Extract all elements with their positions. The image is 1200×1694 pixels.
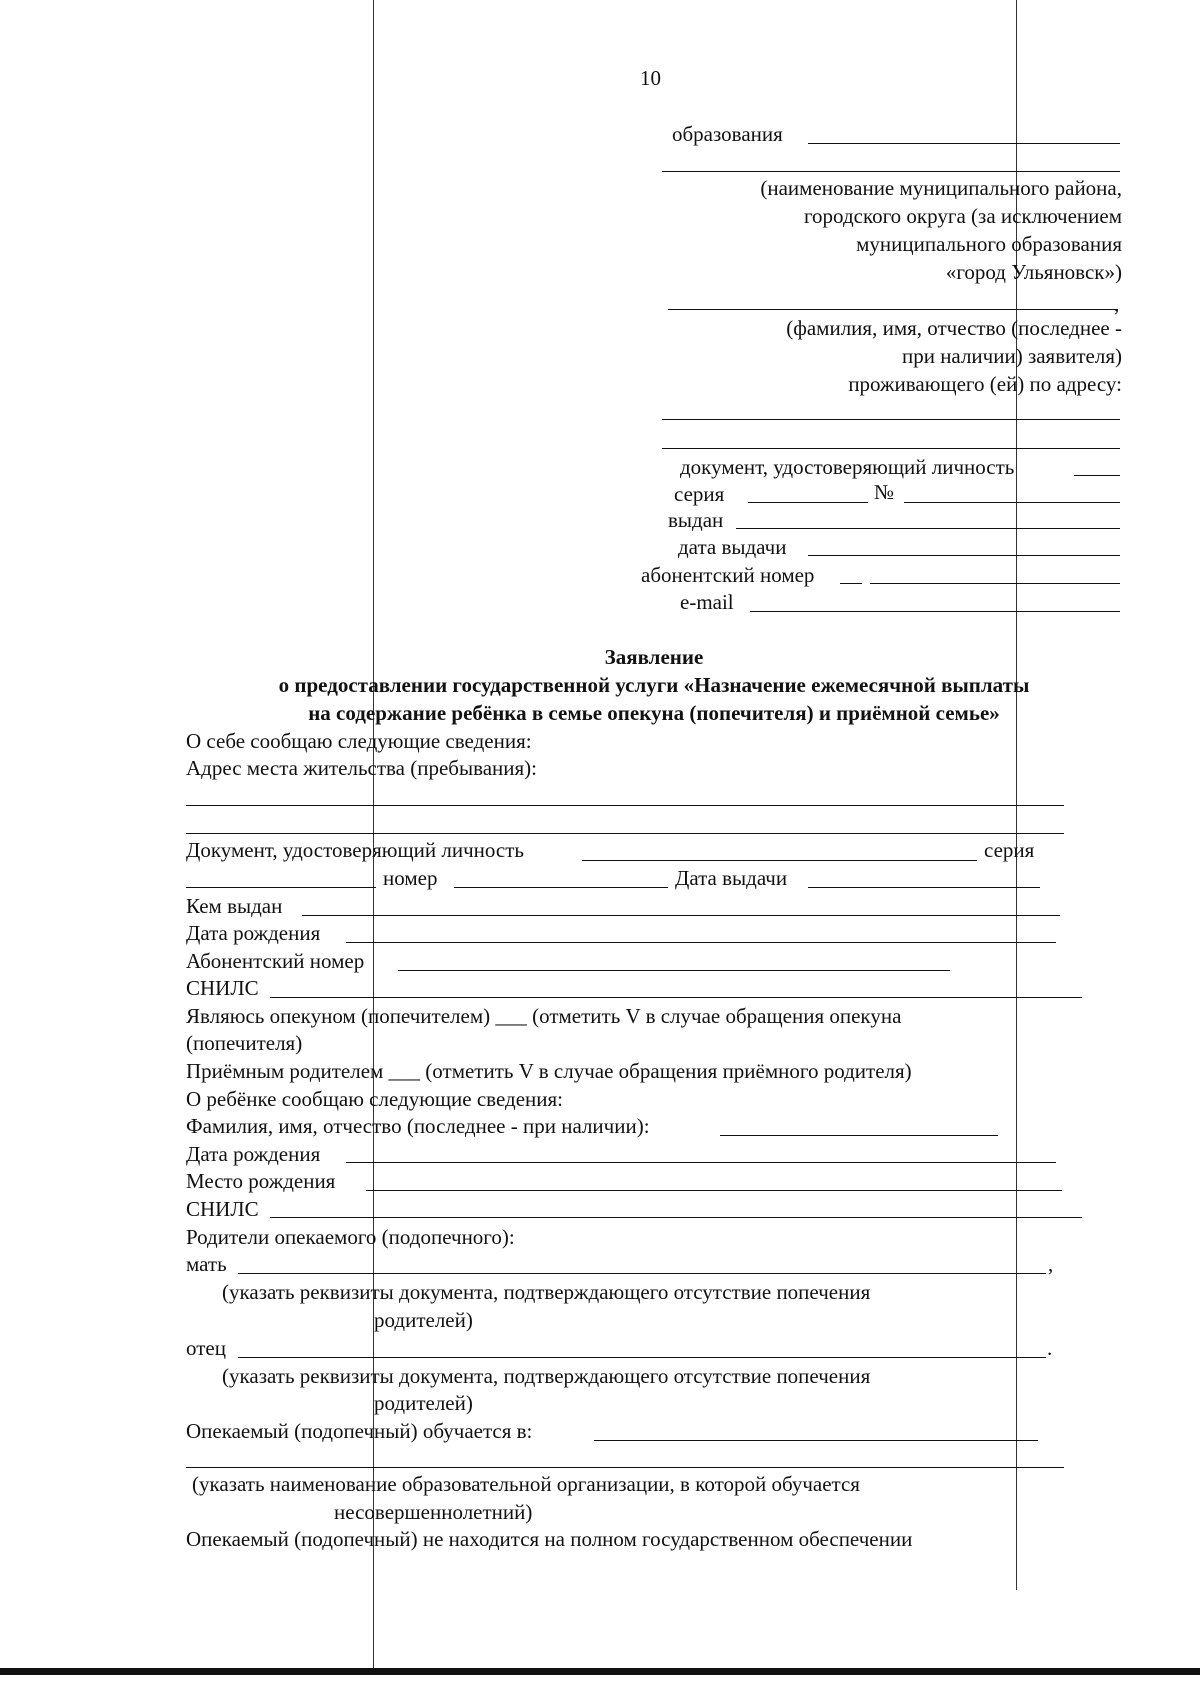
school-blank[interactable]: [594, 1440, 1038, 1441]
blank-line[interactable]: [808, 143, 1120, 144]
issued-by-label: Кем выдан: [186, 894, 283, 918]
mother-label: мать: [186, 1252, 227, 1276]
number-sign: №: [874, 480, 895, 504]
about-child-label: О ребёнке сообщаю следующие сведения:: [186, 1087, 563, 1111]
email-blank[interactable]: [750, 611, 1120, 612]
residing-at-label: проживающего (ей) по адресу:: [848, 372, 1122, 396]
child-birth-place-blank[interactable]: [366, 1190, 1062, 1191]
issue-date-blank[interactable]: [808, 887, 1040, 888]
issued-by-blank[interactable]: [302, 915, 1060, 916]
subscriber-number-blank[interactable]: [870, 583, 1120, 584]
father-label: отец: [186, 1336, 226, 1360]
child-name-label: Фамилия, имя, отчество (последнее - при наличии):: [186, 1114, 650, 1138]
child-snils-blank[interactable]: [270, 1217, 1082, 1218]
foster-parent-statement: Приёмным родителем ___ (отметить V в случае обращения приёмного родителя): [186, 1059, 912, 1083]
address-label: Адрес места жительства (пребывания):: [186, 756, 538, 780]
issue-date-label: Дата выдачи: [675, 866, 788, 890]
page-number: 10: [640, 66, 661, 90]
issue-date-blank[interactable]: [808, 555, 1120, 556]
blank-line[interactable]: [668, 309, 1118, 310]
child-birth-place-label: Место рождения: [186, 1169, 336, 1193]
father-blank[interactable]: [238, 1357, 1046, 1358]
applicant-caption-line: при наличии) заявителя): [901, 344, 1122, 368]
issued-blank[interactable]: [736, 528, 1120, 529]
municipality-caption-line: (наименование муниципального района,: [760, 176, 1122, 200]
mother-note: (указать реквизиты документа, подтверждающего отсутствие попечения: [222, 1280, 871, 1304]
id-document-label: документ, удостоверяющий личность: [680, 455, 1015, 479]
subscriber-number-blank[interactable]: [398, 970, 950, 971]
issue-date-label: дата выдачи: [678, 535, 787, 559]
parents-label: Родители опекаемого (подопечного):: [186, 1225, 515, 1249]
number-blank[interactable]: [454, 887, 668, 888]
issued-label: выдан: [668, 508, 724, 532]
subscriber-number-label: Абонентский номер: [186, 949, 365, 973]
municipality-caption-line: муниципального образования: [856, 232, 1122, 256]
child-name-blank[interactable]: [720, 1135, 998, 1136]
series-blank[interactable]: [748, 502, 868, 503]
period: .: [1047, 1336, 1053, 1360]
scan-bottom-edge: [0, 1668, 1200, 1675]
snils-blank[interactable]: [270, 997, 1082, 998]
father-note: (указать реквизиты документа, подтверждающего отсутствие попечения: [222, 1364, 871, 1388]
id-document-blank[interactable]: [582, 860, 977, 861]
municipality-caption-line: «город Ульяновск»): [945, 260, 1122, 284]
snils-label: СНИЛС: [186, 976, 259, 1000]
comma: ,: [1048, 1252, 1054, 1276]
number-blank[interactable]: [904, 502, 1120, 503]
school-note: (указать наименование образовательной организации, в которой обучается: [192, 1472, 860, 1496]
email-label: e-mail: [680, 590, 734, 614]
address-blank[interactable]: [186, 833, 1064, 834]
school-note-continued: несовершеннолетний): [334, 1500, 533, 1524]
studies-at-label: Опекаемый (подопечный) обучается в:: [186, 1419, 533, 1443]
mother-note-continued: родителей): [374, 1308, 473, 1332]
guardian-statement: Являюсь опекуном (попечителем) ___ (отметить V в случае обращения опекуна: [186, 1004, 902, 1028]
series-blank[interactable]: [186, 887, 376, 888]
municipality-caption-line: городского округа (за исключением: [803, 204, 1122, 228]
number-label: номер: [383, 866, 438, 890]
address-blank-line[interactable]: [662, 419, 1120, 420]
child-birth-date-label: Дата рождения: [186, 1142, 321, 1166]
address-blank[interactable]: [186, 805, 1064, 806]
title-line: о предоставлении государственной услуги «Назначение ежемесячной выплаты: [278, 673, 1030, 697]
comma: ,: [1114, 292, 1120, 316]
id-document-label: Документ, удостоверяющий личность: [186, 838, 524, 862]
school-blank[interactable]: [186, 1467, 1064, 1468]
child-snils-label: СНИЛС: [186, 1197, 259, 1221]
series-label: серия: [984, 838, 1035, 862]
about-self-label: О себе сообщаю следующие сведения:: [186, 729, 532, 753]
address-blank-line[interactable]: [662, 448, 1120, 449]
title-line: на содержание ребёнка в семье опекуна (попечителя) и приёмной семье»: [308, 701, 1000, 725]
applicant-caption-line: (фамилия, имя, отчество (последнее -: [786, 316, 1122, 340]
mother-blank[interactable]: [238, 1273, 1046, 1274]
guardian-statement-continued: (попечителя): [186, 1031, 303, 1055]
subscriber-number-label: абонентский номер: [641, 563, 815, 587]
series-label: серия: [674, 482, 725, 506]
birth-date-blank[interactable]: [346, 942, 1056, 943]
header-obrazovaniya: образования: [672, 122, 783, 146]
child-birth-date-blank[interactable]: [346, 1162, 1056, 1163]
not-state-support-statement: Опекаемый (подопечный) не находится на полном государственном обеспечении: [186, 1527, 913, 1551]
subscriber-number-blank[interactable]: [840, 583, 862, 584]
title-line: Заявление: [604, 645, 704, 669]
birth-date-label: Дата рождения: [186, 921, 321, 945]
id-document-blank[interactable]: [1074, 475, 1120, 476]
father-note-continued: родителей): [374, 1391, 473, 1415]
blank-line[interactable]: [662, 171, 1120, 172]
